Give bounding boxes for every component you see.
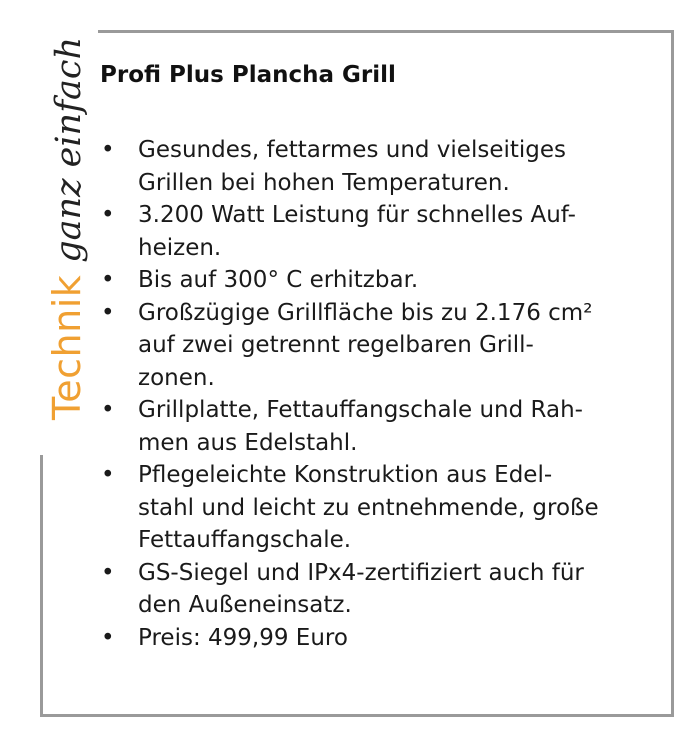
feature-text-line: GS-Siegel und IPx4-zertifiziert auch für [138, 559, 584, 586]
frame-bottom-border [40, 714, 674, 717]
bullet-icon: • [101, 202, 115, 228]
feature-text-line: 3.200 Watt Leistung für schnelles Auf- [138, 202, 576, 228]
bullet-icon: • [101, 397, 115, 423]
bullet-icon: • [101, 559, 115, 586]
frame-right-border [671, 30, 674, 717]
feature-list [98, 134, 638, 654]
feature-text-line: Gesundes, fettarmes und vielseitiges [138, 137, 567, 163]
bullet-icon: • [101, 299, 115, 326]
feature-item [98, 394, 638, 459]
feature-item [98, 264, 638, 297]
page-title: Profi Plus Plancha Grill [100, 62, 396, 88]
feature-text-line: Bis auf 300° C erhitzbar. [138, 267, 419, 293]
feature-text-line: zonen. [138, 364, 215, 391]
feature-text-line: men aus Edelstahl. [138, 429, 358, 456]
side-label [45, 36, 89, 420]
feature-text-line: Pflegeleichte Konstruktion aus Edel- [138, 462, 553, 488]
frame-top-border [98, 30, 674, 33]
feature-text-line: Großzügige Grillfläche bis zu 2.176 cm² [138, 299, 593, 326]
bullet-icon: • [101, 624, 115, 651]
side-label-rest: ganz einfach [49, 36, 89, 263]
feature-item [98, 134, 638, 199]
bullet-icon: • [101, 137, 115, 163]
feature-text-line: Preis: 499,99 Euro [138, 624, 348, 651]
side-label-highlight: Technik [45, 274, 89, 420]
feature-item [98, 622, 638, 655]
feature-text-line: stahl und leicht zu entnehmende, große [138, 494, 599, 521]
feature-text-line: Grillplatte, Fettauffangschale und Rah- [138, 397, 583, 423]
feature-item [98, 557, 638, 622]
bullet-icon: • [101, 267, 115, 293]
frame-left-border [40, 455, 43, 717]
feature-text-line: den Außeneinsatz. [138, 592, 352, 618]
bullet-icon: • [101, 462, 115, 488]
feature-text-line: Grillen bei hohen Temperaturen. [138, 169, 510, 196]
feature-text-line: Fettauffangschale. [138, 527, 352, 553]
feature-item [98, 199, 638, 264]
feature-text-line: auf zwei getrennt regelbaren Grill- [138, 332, 534, 358]
feature-text-line: heizen. [138, 234, 222, 261]
feature-item [98, 297, 638, 395]
feature-item [98, 459, 638, 557]
